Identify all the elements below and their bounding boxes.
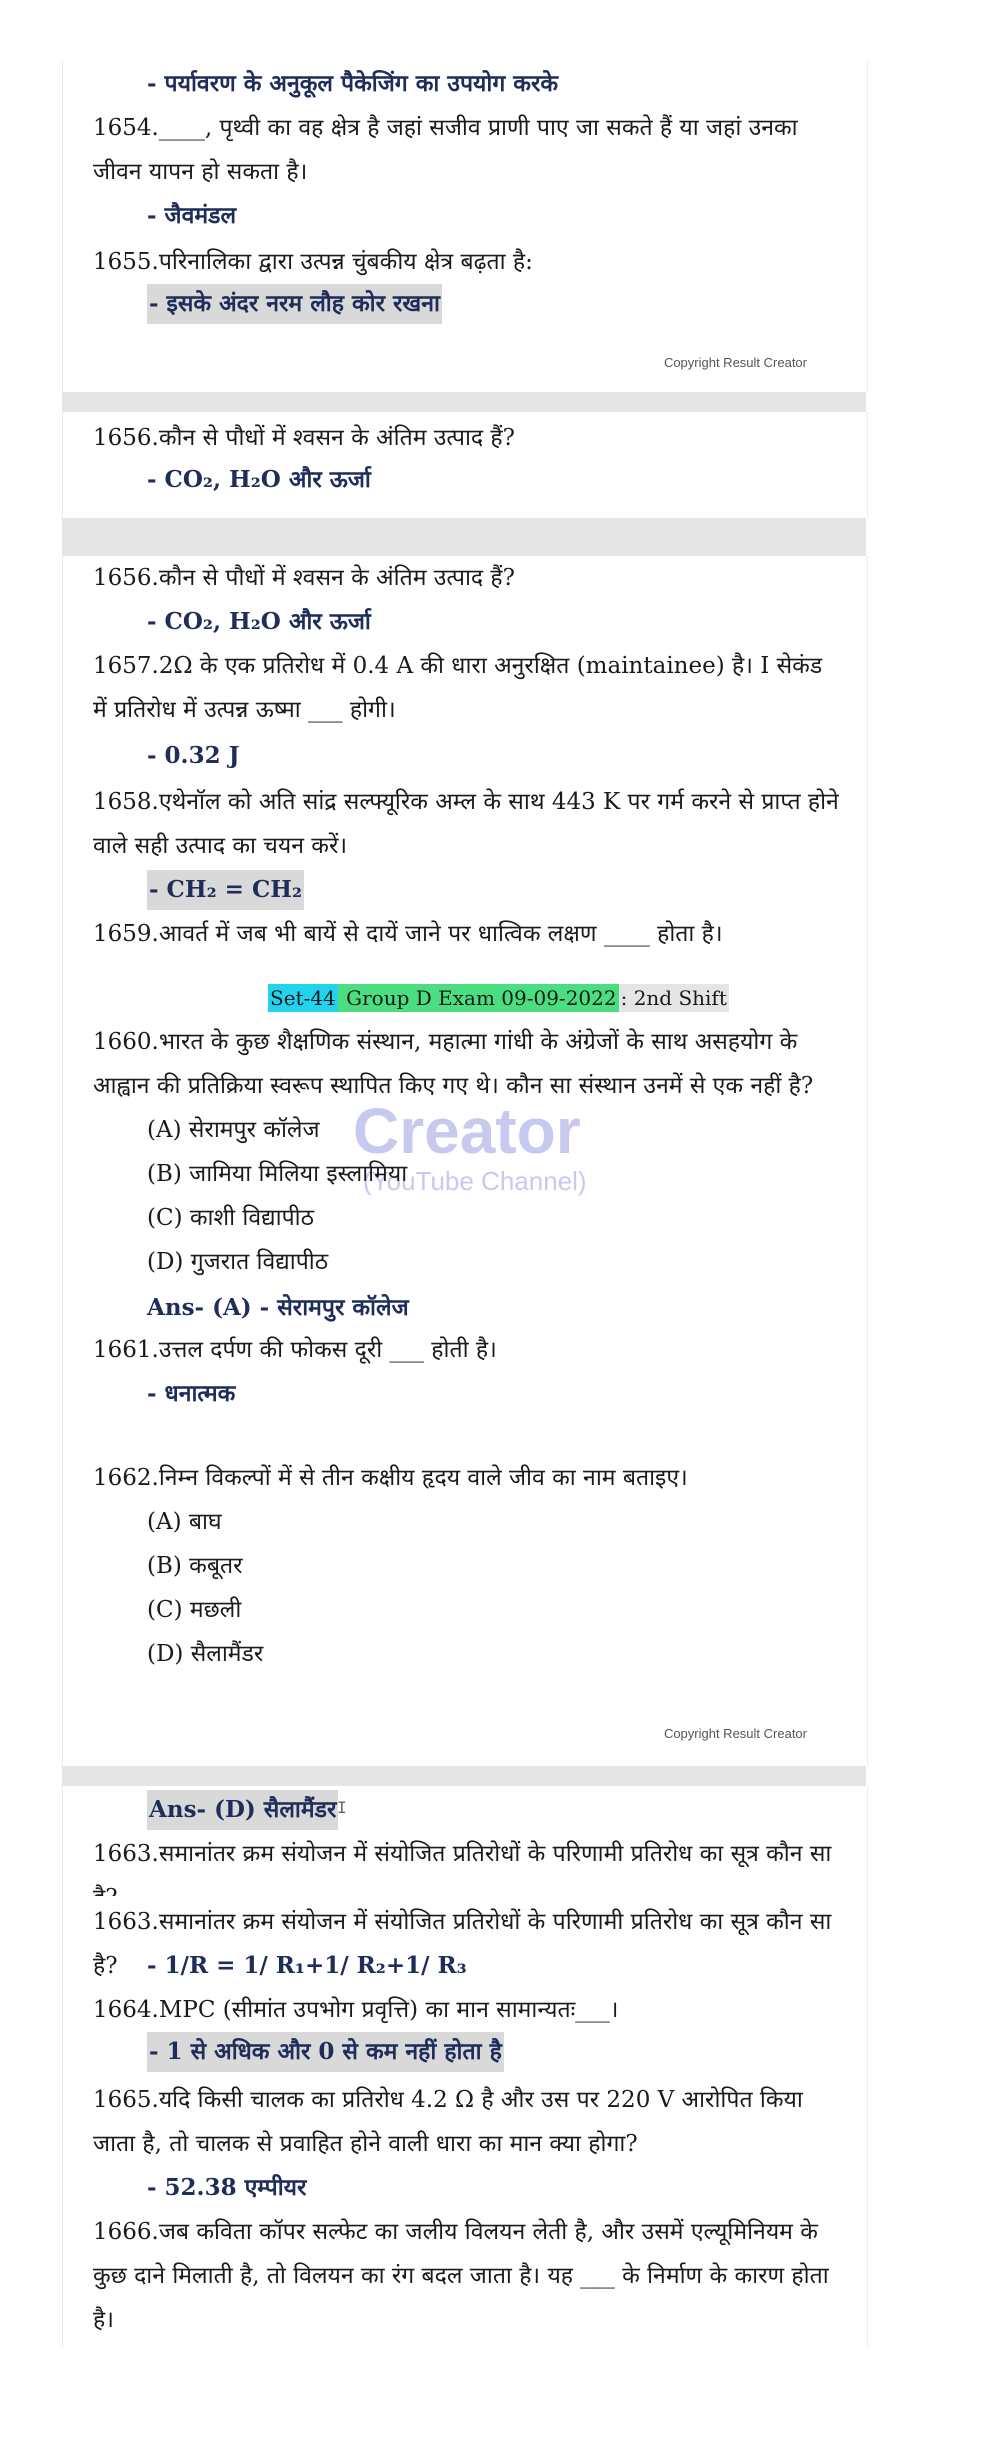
question-1658: 1658.एथेनॉल को अति सांद्र सल्फ्यूरिक अम्ल के साथ 443 K पर गर्म करने से प्राप्त होने वाले सही उत्पाद का चयन करें। <box>93 789 839 859</box>
answer-1658: - CH₂ = CH₂ <box>147 870 304 910</box>
question-1661: 1661.उत्तल दर्पण की फोकस दूरी ___ होती है। <box>93 1337 497 1363</box>
question-1662: 1662.निम्न विकल्पों में से तीन कक्षीय हृदय वाले जीव का नाम बताइए। <box>93 1465 688 1491</box>
slide-panel-3 <box>62 556 868 976</box>
answer-1663: - 1/R = 1/ R₁+1/ R₂+1/ R₃ <box>147 1952 467 1979</box>
slide-panel-7 <box>62 1896 868 2346</box>
answer-1657: - 0.32 J <box>147 742 240 769</box>
answer-prev: - पर्यावरण के अनुकूल पैकेजिंग का उपयोग करके <box>147 70 559 97</box>
question-1655: 1655.परिनालिका द्वारा उत्पन्न चुंबकीय क्षेत्र बढ़ता है: <box>93 249 533 275</box>
question-1660: 1660.भारत के कुछ शैक्षणिक संस्थान, महात्मा गांधी के अंग्रेजों के साथ असहयोग के आह्वान की प्रतिक्रिया स्वरूप स्थापित किए गए थे। कौन सा संस्थान उनमें से एक नहीं है? <box>93 1029 814 1099</box>
slide-panel-4 <box>62 976 868 1436</box>
question-1656: 1656.कौन से पौधों में श्वसन के अंतिम उत्पाद हैं? <box>93 565 515 591</box>
separator <box>62 392 866 412</box>
separator <box>62 1766 866 1786</box>
question-1663: 1663.समानांतर क्रम संयोजन में संयोजित प्रतिरोधों के परिणामी प्रतिरोध का सूत्र कौन सा <box>93 1841 832 1867</box>
answer-1654: - जैवमंडल <box>147 202 237 229</box>
option-d: (D) सैलामैंडर <box>147 1641 264 1667</box>
answer-1656: - CO₂, H₂O और ऊर्जा <box>147 608 371 635</box>
header-set: Set-44 <box>270 986 336 1010</box>
option-b: (B) कबूतर <box>147 1553 243 1579</box>
header-shift: : 2nd Shift <box>620 986 727 1010</box>
answer-1660: Ans- (A) - सेरामपुर कॉलेज <box>147 1294 409 1321</box>
answer-1656: - CO₂, H₂O और ऊर्जा <box>147 466 371 493</box>
answer-1662: Ans- (D) सैलामैंडर <box>147 1790 338 1830</box>
slide-panel-1 <box>62 62 868 392</box>
answer-1661: - धनात्मक <box>147 1380 236 1407</box>
option-a: (A) बाघ <box>147 1509 222 1535</box>
separator <box>62 518 866 556</box>
option-c: (C) काशी विद्यापीठ <box>147 1205 314 1231</box>
slide-panel-5 <box>62 1436 868 1766</box>
option-c: (C) मछली <box>147 1597 242 1623</box>
question-1657: 1657.2Ω के एक प्रतिरोध में 0.4 A की धारा अनुरक्षित (maintainee) है। I सेकंड में प्रतिरोध में उत्पन्न ऊष्मा ___ होगी। <box>93 653 823 723</box>
copyright-label: Copyright Result Creator <box>663 1726 807 1741</box>
option-d: (D) गुजरात विद्यापीठ <box>147 1249 329 1275</box>
question-1664: 1664.MPC (सीमांत उपभोग प्रवृत्ति) का मान सामान्यतः___। <box>93 1997 619 2023</box>
header-exam: Group D Exam 09-09-2022 <box>339 986 617 1010</box>
option-b: (B) जामिया मिलिया इस्लामिया <box>147 1161 408 1187</box>
question-1656: 1656.कौन से पौधों में श्वसन के अंतिम उत्पाद हैं? <box>93 425 515 451</box>
slide-panel-2 <box>62 412 868 518</box>
option-a: (A) सेरामपुर कॉलेज <box>147 1117 320 1143</box>
answer-1655: - इसके अंदर नरम लौह कोर रखना <box>147 284 442 324</box>
exam-header <box>268 984 729 1012</box>
watermark-subtext: (YouTube Channel) <box>363 1166 587 1196</box>
question-1665: 1665.यदि किसी चालक का प्रतिरोध 4.2 Ω है और उस पर 220 V आरोपित किया जाता है, तो चालक से प्रवाहित होने वाली धारा का मान क्या होगा? <box>93 2087 803 2157</box>
slide-panel-6 <box>62 1786 868 1896</box>
text-cursor-icon: I <box>337 1798 347 1817</box>
question-1666: 1666.जब कविता कॉपर सल्फेट का जलीय विलयन लेती है, और उसमें एल्यूमिनियम के कुछ दाने मिलाती है, तो विलयन का रंग बदल जाता है। यह ___ के निर्माण के कारण होता है। <box>93 2219 829 2333</box>
copyright-label: Copyright Result Creator <box>663 355 807 370</box>
answer-1665: - 52.38 एम्पीयर <box>147 2174 307 2201</box>
watermark-text: Creator <box>353 1095 581 1167</box>
question-1663: 1663.समानांतर क्रम संयोजन में संयोजित प्रतिरोधों के परिणामी प्रतिरोध का सूत्र कौन सा है? <box>93 1909 832 1979</box>
question-1659: 1659.आवर्त में जब भी बायें से दायें जाने पर धात्विक लक्षण ____ होता है। <box>93 921 723 947</box>
question-1654: 1654.____, पृथ्वी का वह क्षेत्र है जहां सजीव प्राणी पाए जा सकते हैं या जहां उनका जीवन यापन हो सकता है। <box>93 115 798 185</box>
answer-1664: - 1 से अधिक और 0 से कम नहीं होता है <box>147 2032 504 2072</box>
